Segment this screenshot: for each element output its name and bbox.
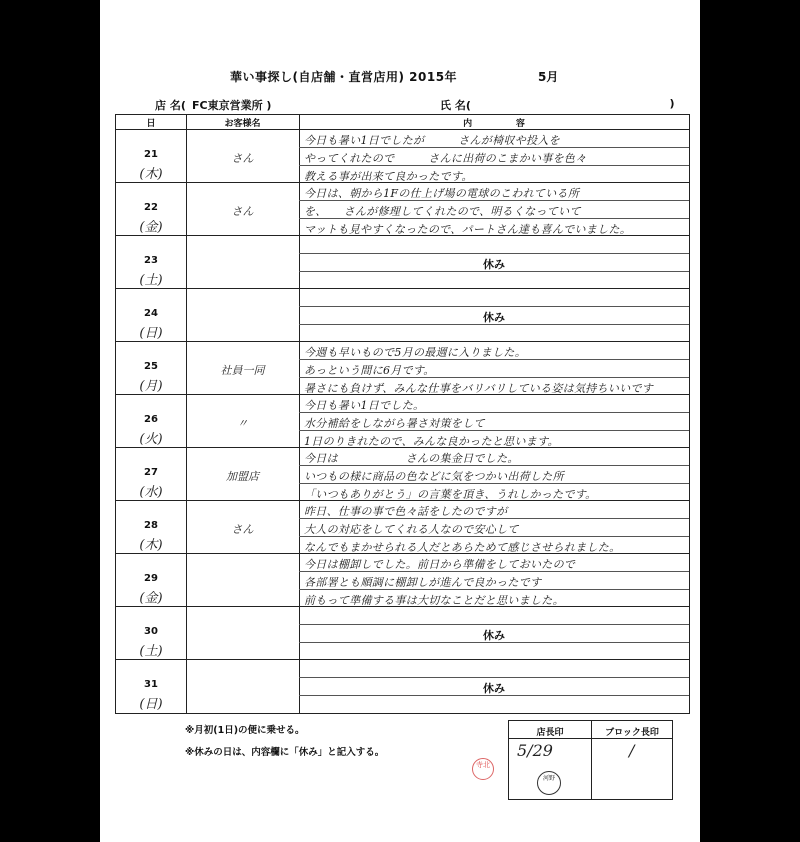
content-line: 今日も暑い1日でした。 [304, 399, 425, 412]
day-weekday: (木) [139, 167, 163, 182]
day-number: 30 [144, 626, 158, 637]
day-number: 23 [144, 255, 158, 266]
col-header-content: 内 容 [463, 119, 525, 129]
day-weekday: (月) [139, 379, 163, 394]
day-number: 25 [144, 361, 158, 372]
table-row [116, 183, 689, 236]
report-month: 5月 [538, 70, 559, 84]
customer-name: さん [231, 205, 254, 218]
day-weekday: (水) [139, 485, 163, 500]
customer-name: 〃 [237, 417, 248, 430]
day-number: 24 [144, 308, 158, 319]
content-line: 教える事が出来て良かったです。 [304, 170, 473, 183]
content-line: 今日は、朝から1Fの仕上げ場の電球のこわれている所 [304, 187, 580, 200]
approval-stamp-box [508, 720, 673, 800]
content-rule [299, 253, 689, 254]
day-number: 22 [144, 202, 158, 213]
holiday-label: 休み [483, 258, 505, 271]
stamp-header-divider [509, 738, 672, 739]
table-row [116, 130, 689, 183]
table-row [116, 554, 689, 607]
customer-name: 社員一同 [220, 364, 265, 377]
content-rule [299, 677, 689, 678]
day-weekday: (日) [139, 697, 163, 712]
col-header-day: 日 [146, 119, 156, 129]
content-line: やってくれたので さんに出荷のこまかい事を色々 [304, 152, 587, 165]
manager-seal [537, 771, 561, 795]
table-row [116, 236, 689, 289]
content-line: 昨日、仕事の事で色々話をしたのですが [304, 505, 508, 518]
content-line: 「いつもありがとう」の言葉を頂き、うれしかったです。 [304, 488, 597, 501]
content-line: 今日は棚卸しでした。前日から準備をしておいたので [304, 558, 576, 571]
day-number: 21 [144, 149, 158, 160]
content-line: 1日のりきれたので、みんな良かったと思います。 [304, 435, 559, 448]
table-row [116, 660, 689, 713]
content-line: 各部署とも順調に棚卸しが進んで良かったです [304, 576, 542, 589]
content-line: 大人の対応をしてくれる人なので安心して [304, 523, 519, 536]
holiday-label: 休み [483, 682, 505, 695]
store-label: 店 名( [155, 99, 186, 112]
day-weekday: (土) [139, 273, 163, 288]
day-weekday: (日) [139, 326, 163, 341]
name-label: 氏 名( [440, 99, 471, 112]
content-line: なんでもまかせられる人だとあらためて感じさせられました。 [304, 541, 621, 554]
day-weekday: (火) [139, 432, 163, 447]
holiday-label: 休み [483, 311, 505, 324]
holiday-label: 休み [483, 629, 505, 642]
page-title: 華い事探し(自店舗・直営店用) 2015年 [230, 70, 458, 84]
note-1: ※月初(1日)の便に乗せる。 [185, 725, 305, 736]
day-weekday: (木) [139, 538, 163, 553]
table-row [116, 607, 689, 660]
store-name: FC東京営業所 ) [192, 99, 272, 112]
content-line: あっという間に6月です。 [304, 364, 435, 377]
content-line: 今週も早いもので5月の最週に入りました。 [304, 346, 526, 359]
content-line: 前もって準備する事は大切なことだと思いました。 [304, 594, 564, 607]
content-rule [299, 624, 689, 625]
content-line: 今日も暑い1日でしたが さんが椅収や投入を [304, 134, 560, 147]
table-row [116, 501, 689, 554]
content-line: 水分補給をしながら暑さ対策をして [304, 417, 485, 430]
store-manager-date: 5/29 [517, 741, 553, 760]
report-sheet [100, 0, 700, 842]
col-header-customer: お客様名 [224, 119, 261, 129]
customer-name: さん [231, 152, 254, 165]
content-rule [299, 306, 689, 307]
customer-name: 加盟店 [226, 470, 259, 483]
day-number: 28 [144, 520, 158, 531]
table-row [116, 289, 689, 342]
day-number: 31 [144, 679, 158, 690]
red-seal-text: 寺北 [476, 761, 490, 769]
name-field: ) [478, 97, 675, 110]
block-manager-mark: / [629, 741, 635, 760]
red-seal [472, 758, 494, 780]
content-line: マットも見やすくなったので、パートさん達も喜んでいました。 [304, 223, 632, 236]
manager-seal-text: 河野 [542, 775, 555, 782]
content-line: を、 さんが修理してくれたので、明るくなっていて [304, 205, 581, 218]
block-manager-stamp-label: ブロック長印 [605, 728, 659, 738]
day-number: 26 [144, 414, 158, 425]
table-row [116, 342, 689, 395]
diary-table [115, 114, 690, 714]
day-weekday: (金) [139, 220, 163, 235]
table-row [116, 395, 689, 448]
day-weekday: (土) [139, 644, 163, 659]
table-row [116, 448, 689, 501]
note-2: ※休みの日は、内容欄に「休み」と記入する。 [185, 747, 385, 758]
content-line: 暑さにも負けず、みんな仕事をバリバリしている姿は気持ちいいです [304, 382, 654, 395]
content-line: いつもの様に商品の色などに気をつかい出荷した所 [304, 470, 564, 483]
content-line: 今日は さんの集金日でした。 [304, 452, 519, 465]
day-number: 29 [144, 573, 158, 584]
day-weekday: (金) [139, 591, 163, 606]
store-manager-stamp-label: 店長印 [536, 728, 564, 738]
customer-name: さん [231, 523, 254, 536]
day-number: 27 [144, 467, 158, 478]
